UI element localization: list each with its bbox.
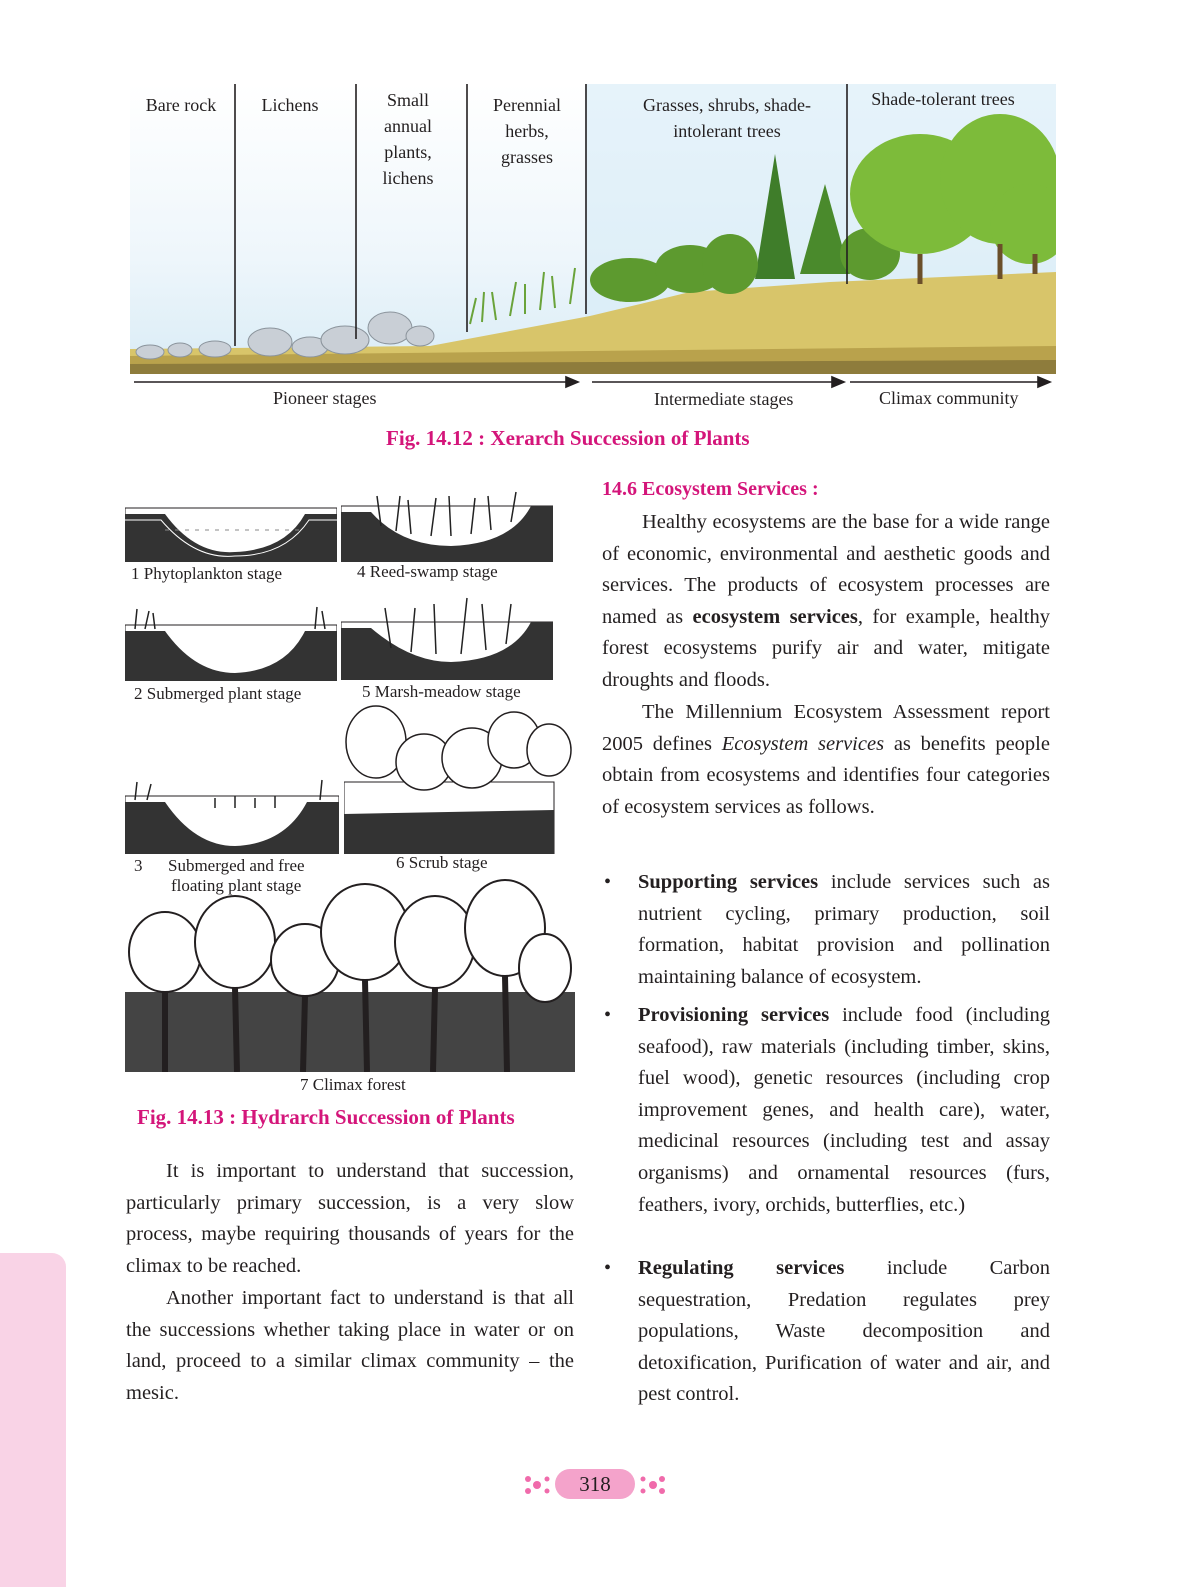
text-run: as benefits people obtain from ecosystems and identifies four categories of ecosystem services as follows.: [602, 732, 1050, 818]
term-ecosystem-services: ecosystem services: [692, 605, 858, 628]
phase-climax: Climax community: [879, 388, 1019, 408]
stage-line: herbs,: [505, 121, 549, 141]
text-run: include services such as nutrient cycling, primary production, soil formation, habitat provision and pollination maintaining balance of ecosystem.: [638, 871, 1050, 988]
phase-intermediate: Intermediate stages: [654, 389, 794, 409]
phase-pioneer: Pioneer stages: [273, 388, 377, 408]
text-run: The Millennium Ecosystem Assessment report 2005 defines: [602, 701, 1050, 755]
figure-caption-14-12: Fig. 14.12 : Xerarch Succession of Plants: [386, 426, 750, 450]
paragraph-succession-slow: It is important to understand that succession, particularly primary succession, is a very slow process, maybe requiring thousands of years for the climax to be reached.: [126, 1160, 574, 1277]
term-provisioning-services: Provisioning services: [638, 1004, 830, 1026]
label-submerged-floating-line2: floating plant stage: [171, 876, 302, 895]
section-heading-ecosystem-services: 14.6 Ecosystem Services :: [602, 478, 819, 500]
panel-reed-swamp: [341, 486, 553, 562]
label-submerged-floating-line1: Submerged and free: [168, 856, 305, 875]
list-item-provisioning: [604, 1000, 1050, 1221]
label-phytoplankton: 1 Phytoplankton stage: [131, 564, 283, 583]
text-run: include Carbon sequestration, Predation regulates prey populations, Waste decomposition and detoxification, Purification of water and air, and pest control.: [638, 1257, 1050, 1406]
label-reed-swamp: 4 Reed-swamp stage: [357, 562, 498, 581]
label-marsh-meadow: 5 Marsh-meadow stage: [362, 682, 521, 701]
term-regulating-services: Regulating services: [638, 1257, 845, 1279]
list-item-regulating: [604, 1253, 1050, 1411]
stage-perennial-herbs: [474, 92, 580, 170]
bullet-text: [638, 1253, 1050, 1411]
stage-line: annual: [384, 116, 432, 136]
panel-submerged-floating: [125, 776, 339, 854]
panel-submerged-plant: [125, 603, 337, 681]
bullet-icon: •: [604, 871, 612, 893]
xerarch-succession-illustration: [130, 84, 1056, 374]
stage-line: Grasses, shrubs, shade-: [643, 95, 811, 115]
stage-line: lichens: [382, 168, 434, 188]
paragraph-millennium-assessment: [602, 697, 1050, 823]
stage-line: plants,: [384, 142, 432, 162]
stage-grasses-shrubs: [612, 92, 842, 144]
panel-climax-forest: [125, 872, 575, 1072]
panel-scrub: [344, 702, 572, 854]
page-number-badge: [520, 1466, 670, 1504]
bullet-icon: •: [604, 1257, 612, 1279]
panel-marsh-meadow: [341, 592, 553, 680]
text-run: include food (including seafood), raw materials (including timber, skins, fuel wood), genetic resources (including crop improvement genes, and health care), water, medicinal resources (including test and assay organisms) and ornamental resources (furs, feathers, ivory, orchids, butterflies, etc.): [638, 1004, 1050, 1216]
paragraph-mesic-climax: Another important fact to understand is that all the successions whether taking place in water or on land, proceed to a similar climax community – the mesic.: [126, 1287, 574, 1404]
term-supporting-services: Supporting services: [638, 871, 819, 893]
term-ecosystem-services-italic: Ecosystem services: [721, 732, 885, 755]
label-climax-forest: 7 Climax forest: [300, 1075, 406, 1094]
bullet-text: [638, 867, 1050, 993]
page-side-tab: [0, 1253, 66, 1587]
text-run: Healthy ecosystems are the base for a wide range of economic, environmental and aesthetic goods and services. The products of ecosystem processes are named as: [602, 511, 1050, 628]
bullet-icon: •: [604, 1004, 612, 1026]
label-scrub: 6 Scrub stage: [396, 853, 488, 872]
stage-line: Small: [386, 90, 429, 110]
list-item-supporting: [604, 867, 1050, 993]
bullet-text: [638, 1000, 1050, 1221]
text-run: , for example, healthy forest ecosystems purify air and water, mitigate droughts and floods.: [602, 605, 1050, 691]
panel-phytoplankton: [125, 500, 337, 562]
stage-bare-rock: Bare rock: [145, 95, 217, 115]
label-submerged-plant: 2 Submerged plant stage: [134, 684, 302, 703]
paragraph-healthy-ecosystems: [602, 507, 1050, 697]
stage-lichens: Lichens: [261, 95, 319, 115]
stage-small-annual-plants: [360, 87, 456, 191]
figure-caption-14-13: Fig. 14.13 : Hydrarch Succession of Plants: [137, 1105, 515, 1129]
label-submerged-floating-number: 3: [134, 856, 143, 875]
flourish-left-icon: [520, 1470, 554, 1500]
page-number: 318: [555, 1469, 635, 1499]
stage-line: Perennial: [493, 95, 561, 115]
stage-line: grasses: [501, 147, 553, 167]
stage-shade-tolerant-trees: Shade-tolerant trees: [871, 89, 1015, 109]
flourish-right-icon: [636, 1470, 670, 1500]
stage-line: intolerant trees: [673, 121, 781, 141]
